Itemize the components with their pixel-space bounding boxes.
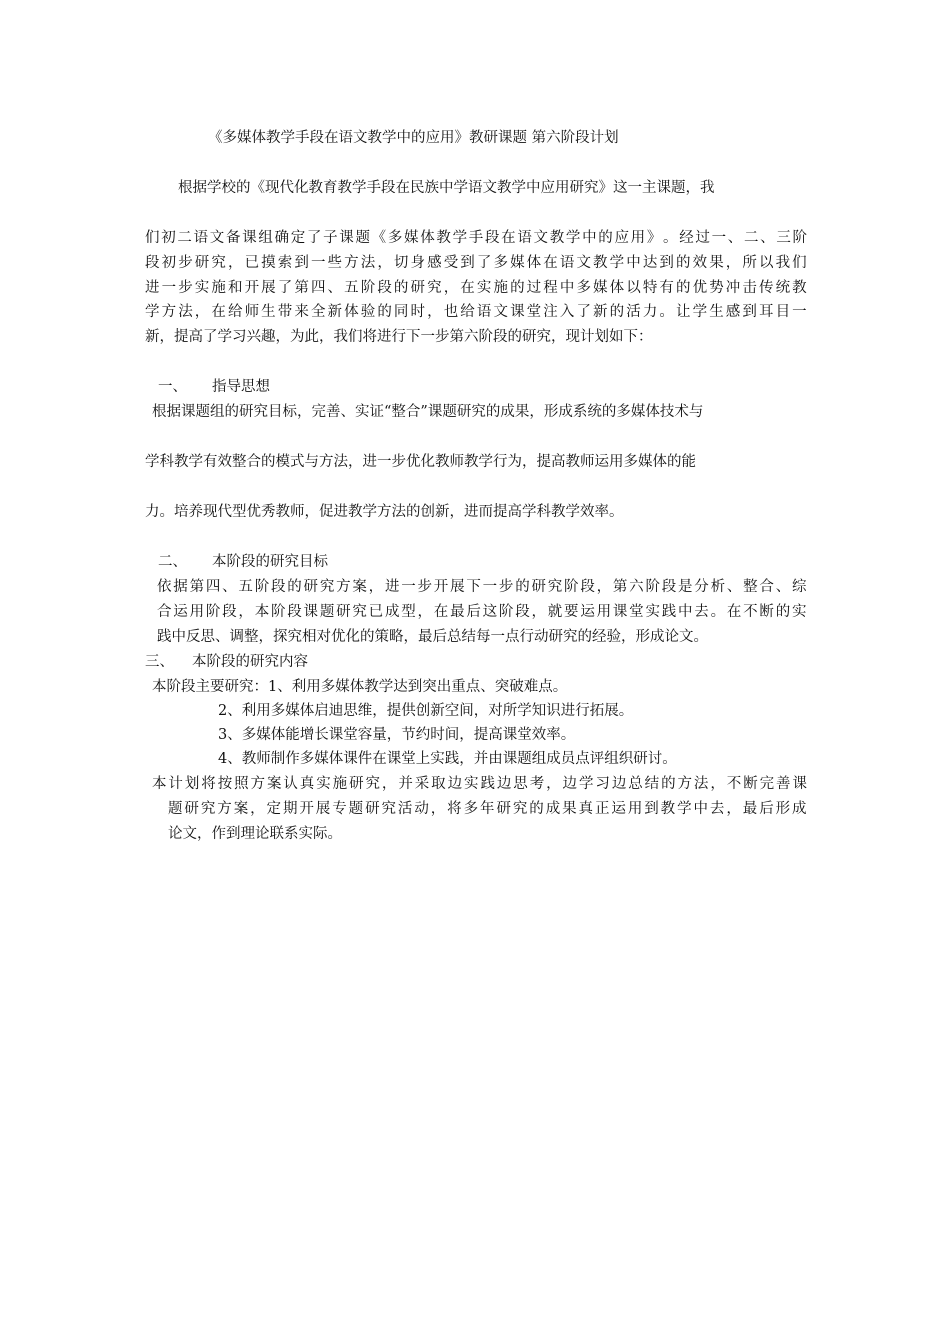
intro-line-2: 们 初 二 语 文 备 课 组 确 定 了 子 课 题 《 多 媒 体 教 学 手 段 在 语 文 教 学 中 的 应 用 》 。 经 过 一 、 二 、 三 阶 xyxy=(145,230,807,246)
intro-line-5: 学 方 法 ， 在 给 师 生 带 来 全 新 体 验 的 同 时 ， 也 给 语 文 课 堂 注 入 了 新 的 活 力 。 让 学 生 感 到 耳 目 一 xyxy=(145,304,807,320)
section-2-line-1: 依 据 第 四 、 五 阶 段 的 研 究 方 案 ， 进 一 步 开 展 下 一 步 的 研 究 阶 段 ， 第 六 阶 段 是 分 析 、 整 合 、 综 xyxy=(157,579,807,595)
section-1-heading: 指导思想 xyxy=(212,379,270,395)
section-3-item-4: 4、教师制作多媒体课件在课堂上实践，并由课题组成员点评组织研讨。 xyxy=(218,751,677,767)
section-2-line-3: 践中反思、调整，探究相对优化的策略，最后总结每一点行动研究的经验，形成论文。 xyxy=(157,629,708,645)
section-1-line-3: 力。培养现代型优秀教师，促进教学方法的创新，进而提高学科教学效率。 xyxy=(145,504,624,520)
section-3-number: 三、 xyxy=(145,654,174,670)
intro-line-4: 进 一 步 实 施 和 开 展 了 第 四 、 五 阶 段 的 研 究 ， 在 实 施 的 过 程 中 多 媒 体 以 特 有 的 优 势 冲 击 传 统 教 xyxy=(145,280,807,296)
intro-line-3: 段 初 步 研 究 ， 已 摸 索 到 一 些 方 法 ， 切 身 感 受 到 了 多 媒 体 在 语 文 教 学 中 达 到 的 效 果 ， 所 以 我 们 xyxy=(145,255,807,271)
intro-line-6: 新，提高了学习兴趣，为此，我们将进行下一步第六阶段的研究，现计划如下： xyxy=(145,329,653,345)
section-3-heading: 本阶段的研究内容 xyxy=(192,654,308,670)
closing-line-3: 论文，作到理论联系实际。 xyxy=(168,826,342,842)
section-2-line-2: 合 运 用 阶 段 ， 本 阶 段 课 题 研 究 已 成 型 ， 在 最 后 这 阶 段 ， 就 要 运 用 课 堂 实 践 中 去 。 在 不 断 的 实 xyxy=(157,604,807,620)
section-3-item-3: 3、多媒体能增长课堂容量，节约时间，提高课堂效率。 xyxy=(218,727,576,743)
closing-line-2: 题 研 究 方 案 ， 定 期 开 展 专 题 研 究 活 动 ， 将 多 年 研 究 的 成 果 真 正 运 用 到 教 学 中 去 ， 最 后 形 成 xyxy=(168,801,807,817)
section-1-number: 一、 xyxy=(158,379,187,395)
intro-line-1: 根据学校的《现代化教育教学手段在民族中学语文教学中应用研究》这一主课题，我 xyxy=(178,180,715,196)
section-1-line-1: 根据课题组的研究目标，完善、实证“整合”课题研究的成果，形成系统的多媒体技术与 xyxy=(152,404,704,420)
section-2-heading: 本阶段的研究目标 xyxy=(212,554,328,570)
section-3-item-1: 本阶段主要研究：1、利用多媒体教学达到突出重点、突破难点。 xyxy=(152,679,568,695)
section-1-line-2: 学科教学有效整合的模式与方法，进一步优化教师教学行为，提高教师运用多媒体的能 xyxy=(145,454,696,470)
closing-line-1: 本 计 划 将 按 照 方 案 认 真 实 施 研 究 ， 并 采 取 边 实 践 边 思 考 ， 边 学 习 边 总 结 的 方 法 ， 不 断 完 善 课 xyxy=(152,776,807,792)
section-3-item-2: 2、利用多媒体启迪思维，提供创新空间，对所学知识进行拓展。 xyxy=(218,703,634,719)
document-title: 《多媒体教学手段在语文教学中的应用》教研课题 第六阶段计划 xyxy=(208,130,619,146)
section-2-number: 二、 xyxy=(158,554,187,570)
